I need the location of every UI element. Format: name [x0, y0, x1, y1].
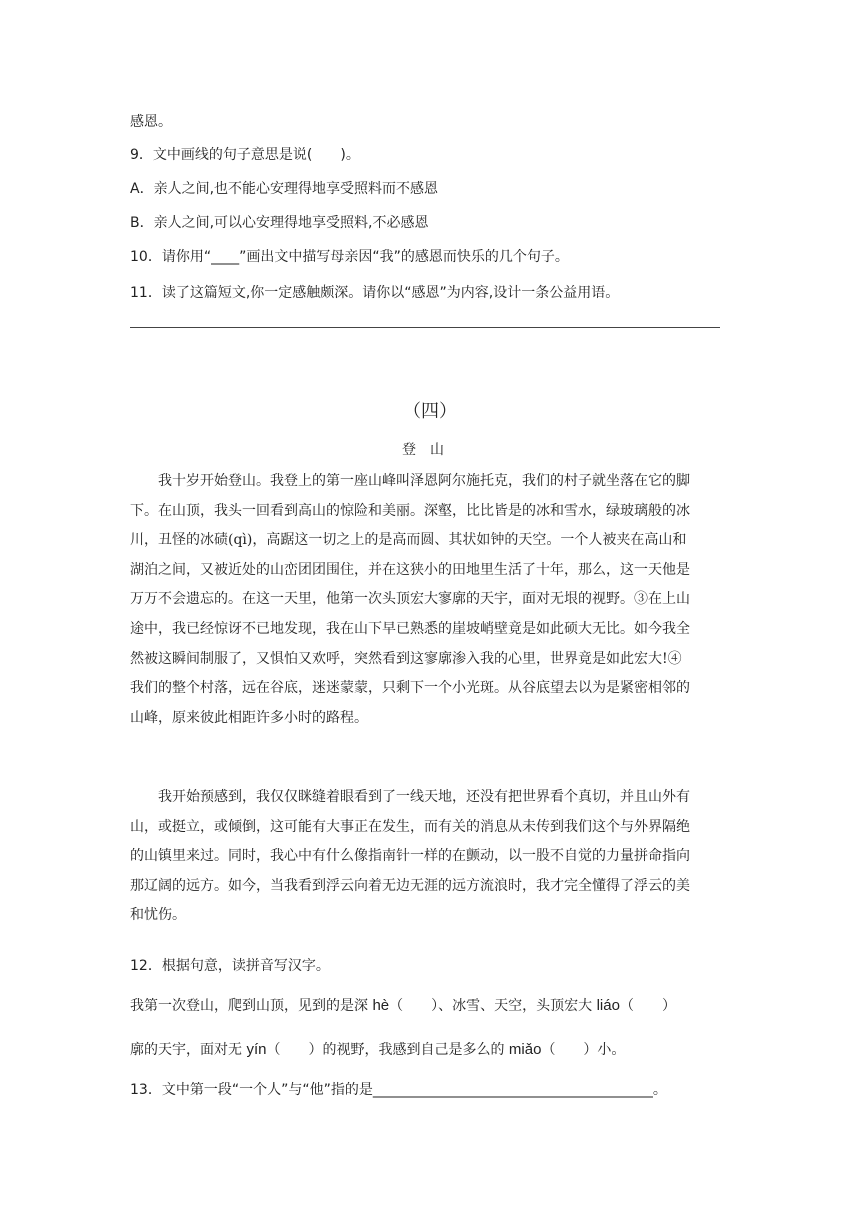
paragraph-line: 和忧伤。: [130, 907, 186, 924]
paragraph-line: 我十岁开始登山。我登上的第一座山峰叫泽恩阿尔施托克，我们的村子就坐落在它的脚: [130, 473, 690, 489]
paragraph-line: 山，或挺立，或倾倒，这可能有大事正在发生，而有关的消息从未传到我们这个与外界隔绝: [130, 818, 690, 835]
paragraph-line: 然被这瞬间制服了，又惧怕又欢呼，突然看到这寥廓渗入我的心里，世界竟是如此宏大!④: [130, 650, 682, 667]
paragraph-line: 下。在山顶，我头一回看到高山的惊险和美丽。深壑，比比皆是的冰和雪水，绿玻璃般的冰: [130, 502, 690, 519]
paragraph-line: 万万不会遗忘的。在这一天里，他第一次头顶宏大寥廓的天宇，面对无垠的视野。③在上山: [130, 591, 690, 608]
paragraph-line: 途中，我已经惊讶不已地发现，我在山下早已熟悉的崖坡峭壁竟是如此硕大无比。如今我全: [130, 620, 690, 637]
section-heading: （四）: [403, 401, 457, 422]
pinyin-miao: miǎo: [508, 1041, 542, 1058]
q12-text: （ ）、冰雪、天空，头顶宏大: [389, 998, 593, 1014]
pinyin-yin: yín: [246, 1041, 267, 1058]
previous-answer-tail: 感恩。: [130, 114, 172, 130]
question-10: 10．请你用“____”画出文中描写母亲因“我”的感恩而快乐的几个句子。: [130, 249, 569, 265]
question-9-option-a: A．亲人之间,也不能心安理得地享受照料而不感恩: [130, 181, 439, 197]
article-title: 登山: [402, 442, 458, 458]
paragraph-line: 山峰，原来彼此相距许多小时的路程。: [130, 709, 368, 726]
question-9-option-b: B．亲人之间,可以心安理得地享受照料,不必感恩: [130, 215, 429, 231]
question-12-line-2: [130, 1040, 625, 1060]
pinyin-liao: liáo: [596, 997, 620, 1014]
q12-text: （ ）的视野，我感到自己是多么的: [266, 1042, 505, 1058]
q12-text: （ ）小。: [541, 1042, 626, 1058]
pinyin-he: hè: [372, 997, 390, 1014]
question-13: 13．文中第一段“一个人”与“他”指的是________________________________________。: [130, 1082, 667, 1098]
answer-line: [130, 327, 720, 328]
paragraph-line: 我们的整个村落，远在谷底，迷迷蒙蒙，只剩下一个小光斑。从谷底望去以为是紧密相邻的: [130, 680, 690, 697]
paragraph-2: [130, 783, 730, 931]
question-9: 9．文中画线的句子意思是说( )。: [130, 147, 360, 163]
question-12-line-1: [130, 996, 676, 1016]
paragraph-line: 我开始预感到，我仅仅眯缝着眼看到了一线天地，还没有把世界看个真切，并且山外有: [130, 789, 690, 805]
paragraph-line: 湖泊之间，又被近处的山峦团团围住，并在这狭小的田地里生活了十年，那么，这一天他是: [130, 561, 690, 578]
question-11: 11．读了这篇短文,你一定感触颇深。请你以“感恩”为内容,设计一条公益用语。: [130, 285, 620, 301]
paragraph-1: [130, 467, 730, 733]
paragraph-line: 的山镇里来过。同时，我心中有什么像指南针一样的在颤动，以一股不自觉的力量拼命指向: [130, 848, 690, 865]
q12-text: （ ）: [619, 998, 676, 1014]
paragraph-line: 川，丑怪的冰碛(qì)，高踞这一切之上的是高而圆、其状如钟的天空。一个人被夹在高山和: [130, 532, 687, 549]
q12-text: 我第一次登山，爬到山顶，见到的是深: [130, 998, 368, 1014]
question-12: 12．根据句意，读拼音写汉字。: [130, 958, 330, 974]
paragraph-line: 那辽阔的远方。如今，当我看到浮云向着无边无涯的远方流浪时，我才完全懂得了浮云的美: [130, 877, 690, 894]
q12-text: 廓的天宇，面对无: [130, 1042, 242, 1058]
